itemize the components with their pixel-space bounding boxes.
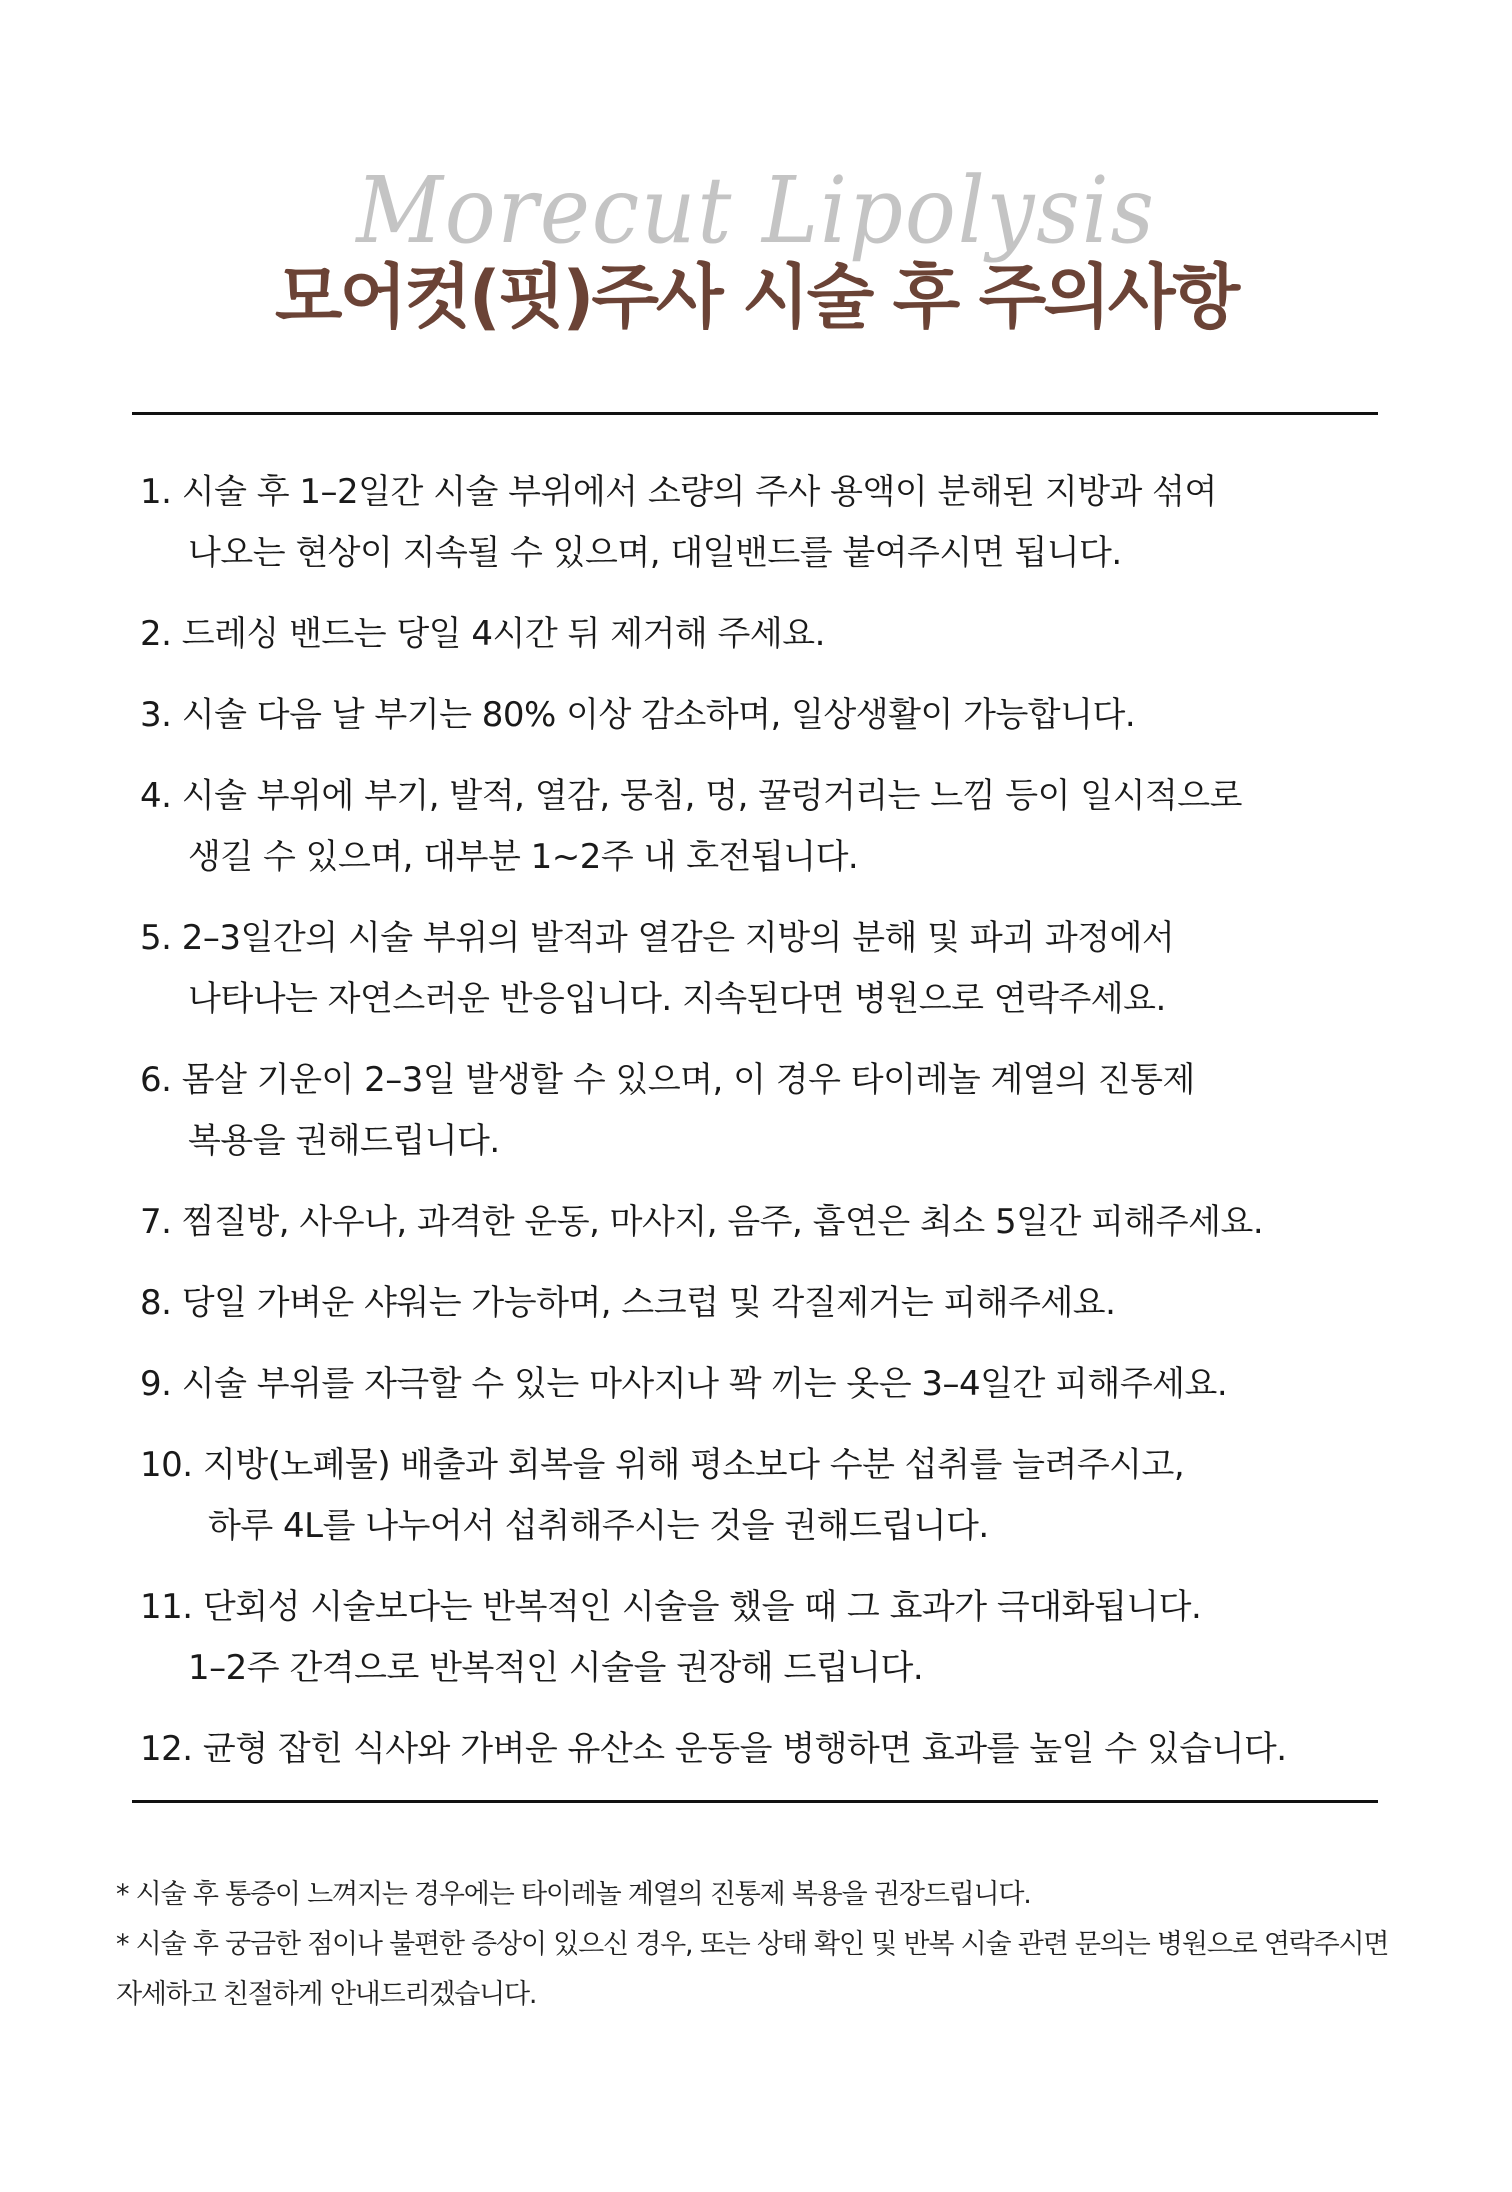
list-item bbox=[140, 1050, 1380, 1172]
item-text: 11. 단회성 시술보다는 반복적인 시술을 했을 때 그 효과가 극대화됩니다. bbox=[140, 1587, 1202, 1627]
item-text: 6. 몸살 기운이 2–3일 발생할 수 있으며, 이 경우 타이레놀 계열의 진통제 bbox=[140, 1060, 1195, 1100]
footnotes bbox=[116, 1870, 1396, 2020]
item-text: 3. 시술 다음 날 부기는 80% 이상 감소하며, 일상생활이 가능합니다. bbox=[140, 695, 1136, 735]
item-text: 2. 드레싱 밴드는 당일 4시간 뒤 제거해 주세요. bbox=[140, 614, 825, 654]
top-divider bbox=[132, 412, 1378, 415]
list-item bbox=[140, 1354, 1380, 1415]
list-item bbox=[140, 766, 1380, 888]
item-text: 10. 지방(노폐물) 배출과 회복을 위해 평소보다 수분 섭취를 늘려주시고, bbox=[140, 1445, 1185, 1485]
item-text-cont: 하루 4L를 나누어서 섭취해주시는 것을 권해드립니다. bbox=[208, 1506, 989, 1546]
item-text-cont: 나타나는 자연스러운 반응입니다. 지속된다면 병원으로 연락주세요. bbox=[188, 979, 1166, 1019]
list-item bbox=[140, 604, 1380, 665]
list-item bbox=[140, 1273, 1380, 1334]
footnote: * 시술 후 궁금한 점이나 불편한 증상이 있으신 경우, 또는 상태 확인 및 반복 시술 관련 문의는 병원으로 연락주시면 자세하고 친절하게 안내드리겠습니다. bbox=[116, 1929, 1389, 2010]
list-item bbox=[140, 1435, 1380, 1557]
list-item bbox=[140, 462, 1380, 584]
item-text: 12. 균형 잡힌 식사와 가벼운 유산소 운동을 병행하면 효과를 높일 수 있습니다. bbox=[140, 1729, 1287, 1769]
precautions-list bbox=[140, 462, 1380, 1800]
item-text: 8. 당일 가벼운 샤워는 가능하며, 스크럽 및 각질제거는 피해주세요. bbox=[140, 1283, 1116, 1323]
item-text-cont: 생길 수 있으며, 대부분 1~2주 내 호전됩니다. bbox=[188, 837, 859, 877]
bottom-divider bbox=[132, 1800, 1378, 1803]
script-title: Morecut Lipolysis bbox=[356, 157, 1156, 264]
item-text-cont: 1–2주 간격으로 반복적인 시술을 권장해 드립니다. bbox=[188, 1648, 924, 1688]
list-item bbox=[140, 908, 1380, 1030]
list-item bbox=[140, 1719, 1380, 1780]
item-text: 4. 시술 부위에 부기, 발적, 열감, 뭉침, 멍, 꿀렁거리는 느낌 등이 일시적으로 bbox=[140, 776, 1242, 816]
item-text: 5. 2–3일간의 시술 부위의 발적과 열감은 지방의 분해 및 파괴 과정에서 bbox=[140, 918, 1175, 958]
item-text-cont: 나오는 현상이 지속될 수 있으며, 대일밴드를 붙여주시면 됩니다. bbox=[188, 533, 1122, 573]
footnote: * 시술 후 통증이 느껴지는 경우에는 타이레놀 계열의 진통제 복용을 권장드립니다. bbox=[116, 1879, 1031, 1910]
list-item bbox=[140, 685, 1380, 746]
item-text: 1. 시술 후 1–2일간 시술 부위에서 소량의 주사 용액이 분해된 지방과 섞여 bbox=[140, 472, 1217, 512]
item-text: 7. 찜질방, 사우나, 과격한 운동, 마사지, 음주, 흡연은 최소 5일간 피해주세요. bbox=[140, 1202, 1264, 1242]
page-title: 모어컷(핏)주사 시술 후 주의사항 bbox=[274, 256, 1238, 338]
item-text: 9. 시술 부위를 자극할 수 있는 마사지나 꽉 끼는 옷은 3–4일간 피해주세요. bbox=[140, 1364, 1228, 1404]
list-item bbox=[140, 1577, 1380, 1699]
item-text-cont: 복용을 권해드립니다. bbox=[188, 1121, 500, 1161]
list-item bbox=[140, 1192, 1380, 1253]
